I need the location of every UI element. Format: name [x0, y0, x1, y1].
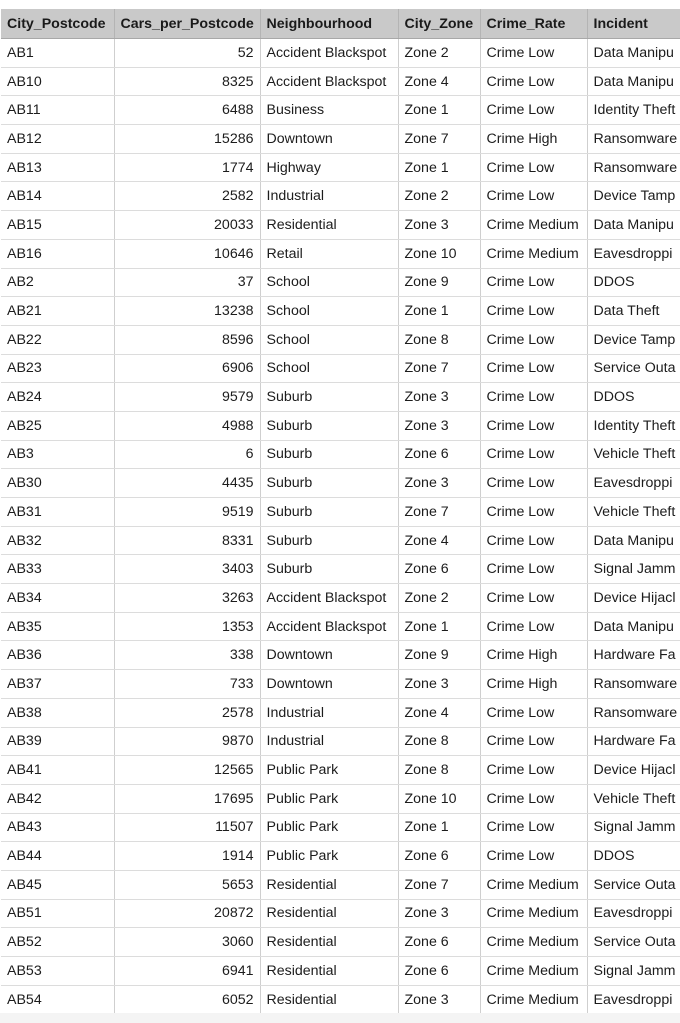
header-row: [1, 9, 680, 39]
cell-city-postcode[interactable]: AB34: [1, 584, 114, 613]
cell-cars-per-postcode[interactable]: 3403: [114, 555, 260, 584]
cell-neighbourhood[interactable]: Residential: [260, 928, 398, 957]
cell-neighbourhood[interactable]: Public Park: [260, 756, 398, 785]
cell-crime-rate[interactable]: Crime Low: [480, 383, 587, 412]
cell-neighbourhood[interactable]: Accident Blackspot: [260, 67, 398, 96]
cell-neighbourhood[interactable]: Residential: [260, 957, 398, 986]
cell-city-zone[interactable]: Zone 7: [398, 125, 480, 154]
cell-city-postcode[interactable]: AB12: [1, 125, 114, 154]
table-row: [1, 641, 680, 670]
cell-city-postcode[interactable]: AB1: [1, 39, 114, 68]
cell-cars-per-postcode[interactable]: 52: [114, 39, 260, 68]
cell-city-zone[interactable]: Zone 7: [398, 354, 480, 383]
cell-incident[interactable]: Vehicle Theft: [587, 440, 680, 469]
cell-crime-rate[interactable]: Crime Low: [480, 440, 587, 469]
cell-city-postcode[interactable]: AB33: [1, 555, 114, 584]
cell-cars-per-postcode[interactable]: 17695: [114, 784, 260, 813]
cell-city-postcode[interactable]: AB25: [1, 411, 114, 440]
cell-incident[interactable]: Device Tamp: [587, 325, 680, 354]
cell-cars-per-postcode[interactable]: 6941: [114, 957, 260, 986]
cell-city-postcode[interactable]: AB43: [1, 813, 114, 842]
cell-city-zone[interactable]: Zone 6: [398, 440, 480, 469]
cell-crime-rate[interactable]: Crime Low: [480, 39, 587, 68]
table-row: [1, 67, 680, 96]
cell-city-zone[interactable]: Zone 3: [398, 411, 480, 440]
cell-incident[interactable]: Ransomware: [587, 125, 680, 154]
cell-city-zone[interactable]: Zone 4: [398, 698, 480, 727]
cell-cars-per-postcode[interactable]: 8331: [114, 526, 260, 555]
cell-neighbourhood[interactable]: Industrial: [260, 182, 398, 211]
cell-incident[interactable]: Eavesdroppi: [587, 899, 680, 928]
table-row: [1, 411, 680, 440]
cell-city-zone[interactable]: Zone 2: [398, 182, 480, 211]
cell-cars-per-postcode[interactable]: 10646: [114, 239, 260, 268]
cell-cars-per-postcode[interactable]: 6488: [114, 96, 260, 125]
cell-cars-per-postcode[interactable]: 15286: [114, 125, 260, 154]
cell-city-postcode[interactable]: AB53: [1, 957, 114, 986]
cell-neighbourhood[interactable]: Accident Blackspot: [260, 612, 398, 641]
cell-cars-per-postcode[interactable]: 6906: [114, 354, 260, 383]
table-row: [1, 182, 680, 211]
cell-cars-per-postcode[interactable]: 20033: [114, 211, 260, 240]
cell-cars-per-postcode[interactable]: 5653: [114, 870, 260, 899]
cell-incident[interactable]: Signal Jamm: [587, 555, 680, 584]
cell-city-postcode[interactable]: AB42: [1, 784, 114, 813]
cell-city-postcode[interactable]: AB2: [1, 268, 114, 297]
cell-city-postcode[interactable]: AB38: [1, 698, 114, 727]
cell-city-postcode[interactable]: AB41: [1, 756, 114, 785]
cell-neighbourhood[interactable]: Highway: [260, 153, 398, 182]
cell-city-postcode[interactable]: AB23: [1, 354, 114, 383]
cell-city-zone[interactable]: Zone 3: [398, 985, 480, 1014]
cell-city-zone[interactable]: Zone 4: [398, 67, 480, 96]
cell-neighbourhood[interactable]: Suburb: [260, 469, 398, 498]
cell-incident[interactable]: DDOS: [587, 842, 680, 871]
cell-incident[interactable]: Device Tamp: [587, 182, 680, 211]
table-row: [1, 555, 680, 584]
cell-incident[interactable]: Device Hijacl: [587, 756, 680, 785]
cell-cars-per-postcode[interactable]: 2582: [114, 182, 260, 211]
cell-city-zone[interactable]: Zone 2: [398, 584, 480, 613]
cell-city-zone[interactable]: Zone 7: [398, 870, 480, 899]
cell-incident[interactable]: Ransomware: [587, 153, 680, 182]
table-row: [1, 670, 680, 699]
cell-incident[interactable]: Data Theft: [587, 297, 680, 326]
cell-city-zone[interactable]: Zone 1: [398, 153, 480, 182]
table-row: [1, 211, 680, 240]
cell-city-postcode[interactable]: AB37: [1, 670, 114, 699]
cell-cars-per-postcode[interactable]: 338: [114, 641, 260, 670]
cell-crime-rate[interactable]: Crime Medium: [480, 928, 587, 957]
column-header-city-postcode[interactable]: City_Postcode: [1, 9, 114, 39]
cell-crime-rate[interactable]: Crime Medium: [480, 985, 587, 1014]
cell-neighbourhood[interactable]: Downtown: [260, 670, 398, 699]
table-row: [1, 96, 680, 125]
cell-city-postcode[interactable]: AB45: [1, 870, 114, 899]
table-row: [1, 985, 680, 1014]
cell-cars-per-postcode[interactable]: 9870: [114, 727, 260, 756]
table-row: [1, 870, 680, 899]
cell-incident[interactable]: DDOS: [587, 383, 680, 412]
cell-crime-rate[interactable]: Crime Low: [480, 411, 587, 440]
cell-crime-rate[interactable]: Crime Medium: [480, 957, 587, 986]
cell-neighbourhood[interactable]: Accident Blackspot: [260, 39, 398, 68]
table-row: [1, 842, 680, 871]
cell-city-zone[interactable]: Zone 1: [398, 612, 480, 641]
table-row: [1, 928, 680, 957]
cell-city-zone[interactable]: Zone 3: [398, 211, 480, 240]
cell-neighbourhood[interactable]: Residential: [260, 985, 398, 1014]
cell-incident[interactable]: Data Manipu: [587, 526, 680, 555]
cell-city-zone[interactable]: Zone 9: [398, 641, 480, 670]
cell-crime-rate[interactable]: Crime Low: [480, 526, 587, 555]
cell-city-postcode[interactable]: AB54: [1, 985, 114, 1014]
cell-incident[interactable]: Signal Jamm: [587, 813, 680, 842]
cell-crime-rate[interactable]: Crime High: [480, 125, 587, 154]
cell-cars-per-postcode[interactable]: 3060: [114, 928, 260, 957]
cell-city-zone[interactable]: Zone 3: [398, 383, 480, 412]
cell-neighbourhood[interactable]: Public Park: [260, 813, 398, 842]
cell-city-zone[interactable]: Zone 1: [398, 297, 480, 326]
cell-neighbourhood[interactable]: Public Park: [260, 842, 398, 871]
cell-crime-rate[interactable]: Crime Low: [480, 698, 587, 727]
column-header-cars-per-postcode[interactable]: Cars_per_Postcode: [114, 9, 260, 39]
table-row: [1, 39, 680, 68]
cell-crime-rate[interactable]: Crime Low: [480, 813, 587, 842]
cell-crime-rate[interactable]: Crime Low: [480, 354, 587, 383]
cell-city-postcode[interactable]: AB35: [1, 612, 114, 641]
cell-cars-per-postcode[interactable]: 13238: [114, 297, 260, 326]
cell-city-zone[interactable]: Zone 9: [398, 268, 480, 297]
table-row: [1, 813, 680, 842]
cell-neighbourhood[interactable]: Industrial: [260, 727, 398, 756]
column-header-incident[interactable]: Incident: [587, 9, 680, 39]
table-row: [1, 584, 680, 613]
cell-city-zone[interactable]: Zone 2: [398, 39, 480, 68]
cell-crime-rate[interactable]: Crime Low: [480, 727, 587, 756]
cell-crime-rate[interactable]: Crime Low: [480, 756, 587, 785]
cell-crime-rate[interactable]: Crime Low: [480, 268, 587, 297]
cell-neighbourhood[interactable]: Residential: [260, 211, 398, 240]
cell-city-zone[interactable]: Zone 6: [398, 555, 480, 584]
cell-neighbourhood[interactable]: School: [260, 297, 398, 326]
table-body: [1, 39, 680, 1015]
cell-city-zone[interactable]: Zone 6: [398, 842, 480, 871]
column-header-crime-rate[interactable]: Crime_Rate: [480, 9, 587, 39]
cell-incident[interactable]: Hardware Fa: [587, 727, 680, 756]
table-row: [1, 383, 680, 412]
cell-city-zone[interactable]: Zone 6: [398, 928, 480, 957]
cell-city-zone[interactable]: Zone 3: [398, 899, 480, 928]
cell-crime-rate[interactable]: Crime Low: [480, 584, 587, 613]
cell-crime-rate[interactable]: Crime High: [480, 641, 587, 670]
data-table: [1, 9, 680, 1015]
cell-incident[interactable]: Device Hijacl: [587, 584, 680, 613]
table-row: [1, 756, 680, 785]
cell-incident[interactable]: Hardware Fa: [587, 641, 680, 670]
cell-cars-per-postcode[interactable]: 4435: [114, 469, 260, 498]
cell-crime-rate[interactable]: Crime Low: [480, 842, 587, 871]
table-row: [1, 784, 680, 813]
cell-city-zone[interactable]: Zone 4: [398, 526, 480, 555]
table-row: [1, 469, 680, 498]
cell-neighbourhood[interactable]: Suburb: [260, 555, 398, 584]
cell-city-zone[interactable]: Zone 3: [398, 670, 480, 699]
table-row: [1, 526, 680, 555]
table-row: [1, 297, 680, 326]
cell-city-zone[interactable]: Zone 6: [398, 957, 480, 986]
cell-cars-per-postcode[interactable]: 12565: [114, 756, 260, 785]
cell-city-zone[interactable]: Zone 8: [398, 325, 480, 354]
cell-crime-rate[interactable]: Crime Low: [480, 325, 587, 354]
cell-incident[interactable]: Vehicle Theft: [587, 784, 680, 813]
cell-city-postcode[interactable]: AB10: [1, 67, 114, 96]
cell-neighbourhood[interactable]: School: [260, 354, 398, 383]
cell-cars-per-postcode[interactable]: 6052: [114, 985, 260, 1014]
cell-crime-rate[interactable]: Crime Low: [480, 96, 587, 125]
cell-city-zone[interactable]: Zone 1: [398, 813, 480, 842]
cell-crime-rate[interactable]: Crime Low: [480, 67, 587, 96]
cell-cars-per-postcode[interactable]: 1774: [114, 153, 260, 182]
cell-incident[interactable]: Data Manipu: [587, 211, 680, 240]
table-row: [1, 899, 680, 928]
cell-city-postcode[interactable]: AB36: [1, 641, 114, 670]
cell-neighbourhood[interactable]: School: [260, 268, 398, 297]
cell-crime-rate[interactable]: Crime Medium: [480, 899, 587, 928]
cell-incident[interactable]: Vehicle Theft: [587, 498, 680, 527]
cell-crime-rate[interactable]: Crime Medium: [480, 239, 587, 268]
cell-crime-rate[interactable]: Crime Low: [480, 469, 587, 498]
cell-incident[interactable]: Ransomware: [587, 670, 680, 699]
cell-incident[interactable]: Data Manipu: [587, 612, 680, 641]
cell-crime-rate[interactable]: Crime Low: [480, 182, 587, 211]
cell-incident[interactable]: Eavesdroppi: [587, 239, 680, 268]
cell-city-postcode[interactable]: AB51: [1, 899, 114, 928]
table-row: [1, 125, 680, 154]
cell-cars-per-postcode[interactable]: 6: [114, 440, 260, 469]
table-row: [1, 957, 680, 986]
column-header-city-zone[interactable]: City_Zone: [398, 9, 480, 39]
cell-city-postcode[interactable]: AB30: [1, 469, 114, 498]
cell-city-zone[interactable]: Zone 7: [398, 498, 480, 527]
cell-crime-rate[interactable]: Crime High: [480, 670, 587, 699]
cell-crime-rate[interactable]: Crime Medium: [480, 211, 587, 240]
cell-cars-per-postcode[interactable]: 1914: [114, 842, 260, 871]
empty-area: [0, 1013, 680, 1023]
table-row: [1, 727, 680, 756]
cell-neighbourhood[interactable]: Downtown: [260, 125, 398, 154]
cell-neighbourhood[interactable]: School: [260, 325, 398, 354]
table-row: [1, 498, 680, 527]
cell-cars-per-postcode[interactable]: 9519: [114, 498, 260, 527]
cell-city-zone[interactable]: Zone 1: [398, 96, 480, 125]
table-row: [1, 239, 680, 268]
column-header-neighbourhood[interactable]: Neighbourhood: [260, 9, 398, 39]
cell-city-postcode[interactable]: AB21: [1, 297, 114, 326]
cell-city-postcode[interactable]: AB16: [1, 239, 114, 268]
table-row: [1, 698, 680, 727]
cell-cars-per-postcode[interactable]: 8325: [114, 67, 260, 96]
cell-crime-rate[interactable]: Crime Low: [480, 555, 587, 584]
cell-neighbourhood[interactable]: Retail: [260, 239, 398, 268]
cell-incident[interactable]: Data Manipu: [587, 39, 680, 68]
cell-incident[interactable]: Service Outa: [587, 354, 680, 383]
cell-cars-per-postcode[interactable]: 8596: [114, 325, 260, 354]
cell-city-zone[interactable]: Zone 10: [398, 239, 480, 268]
cell-crime-rate[interactable]: Crime Low: [480, 784, 587, 813]
cell-crime-rate[interactable]: Crime Low: [480, 297, 587, 326]
cell-cars-per-postcode[interactable]: 9579: [114, 383, 260, 412]
cell-cars-per-postcode[interactable]: 11507: [114, 813, 260, 842]
cell-neighbourhood[interactable]: Public Park: [260, 784, 398, 813]
table-row: [1, 354, 680, 383]
cell-incident[interactable]: Service Outa: [587, 870, 680, 899]
cell-incident[interactable]: Identity Theft: [587, 96, 680, 125]
table-row: [1, 325, 680, 354]
cell-incident[interactable]: Signal Jamm: [587, 957, 680, 986]
cell-cars-per-postcode[interactable]: 37: [114, 268, 260, 297]
cell-city-postcode[interactable]: AB44: [1, 842, 114, 871]
cell-crime-rate[interactable]: Crime Low: [480, 153, 587, 182]
table-row: [1, 268, 680, 297]
cell-cars-per-postcode[interactable]: 1353: [114, 612, 260, 641]
cell-incident[interactable]: Ransomware: [587, 698, 680, 727]
cell-city-zone[interactable]: Zone 3: [398, 469, 480, 498]
cell-neighbourhood[interactable]: Residential: [260, 899, 398, 928]
cell-neighbourhood[interactable]: Industrial: [260, 698, 398, 727]
cell-city-postcode[interactable]: AB14: [1, 182, 114, 211]
cell-neighbourhood[interactable]: Suburb: [260, 383, 398, 412]
cell-neighbourhood[interactable]: Suburb: [260, 526, 398, 555]
cell-cars-per-postcode[interactable]: 3263: [114, 584, 260, 613]
cell-cars-per-postcode[interactable]: 20872: [114, 899, 260, 928]
cell-city-postcode[interactable]: AB11: [1, 96, 114, 125]
cell-city-postcode[interactable]: AB3: [1, 440, 114, 469]
cell-cars-per-postcode[interactable]: 733: [114, 670, 260, 699]
table-row: [1, 440, 680, 469]
cell-incident[interactable]: Eavesdroppi: [587, 469, 680, 498]
cell-city-postcode[interactable]: AB31: [1, 498, 114, 527]
cell-city-zone[interactable]: Zone 10: [398, 784, 480, 813]
cell-incident[interactable]: Eavesdroppi: [587, 985, 680, 1014]
cell-incident[interactable]: Identity Theft: [587, 411, 680, 440]
cell-incident[interactable]: Service Outa: [587, 928, 680, 957]
cell-neighbourhood[interactable]: Business: [260, 96, 398, 125]
cell-cars-per-postcode[interactable]: 4988: [114, 411, 260, 440]
cell-crime-rate[interactable]: Crime Low: [480, 612, 587, 641]
cell-city-zone[interactable]: Zone 8: [398, 727, 480, 756]
cell-neighbourhood[interactable]: Residential: [260, 870, 398, 899]
cell-neighbourhood[interactable]: Suburb: [260, 411, 398, 440]
cell-city-postcode[interactable]: AB39: [1, 727, 114, 756]
cell-crime-rate[interactable]: Crime Low: [480, 498, 587, 527]
cell-city-postcode[interactable]: AB13: [1, 153, 114, 182]
cell-city-postcode[interactable]: AB22: [1, 325, 114, 354]
cell-incident[interactable]: Data Manipu: [587, 67, 680, 96]
cell-city-postcode[interactable]: AB52: [1, 928, 114, 957]
table-row: [1, 153, 680, 182]
cell-incident[interactable]: DDOS: [587, 268, 680, 297]
cell-city-postcode[interactable]: AB32: [1, 526, 114, 555]
cell-neighbourhood[interactable]: Suburb: [260, 498, 398, 527]
cell-crime-rate[interactable]: Crime Medium: [480, 870, 587, 899]
cell-city-postcode[interactable]: AB15: [1, 211, 114, 240]
cell-neighbourhood[interactable]: Downtown: [260, 641, 398, 670]
cell-neighbourhood[interactable]: Accident Blackspot: [260, 584, 398, 613]
cell-neighbourhood[interactable]: Suburb: [260, 440, 398, 469]
cell-cars-per-postcode[interactable]: 2578: [114, 698, 260, 727]
cell-city-zone[interactable]: Zone 8: [398, 756, 480, 785]
table-row: [1, 612, 680, 641]
cell-city-postcode[interactable]: AB24: [1, 383, 114, 412]
